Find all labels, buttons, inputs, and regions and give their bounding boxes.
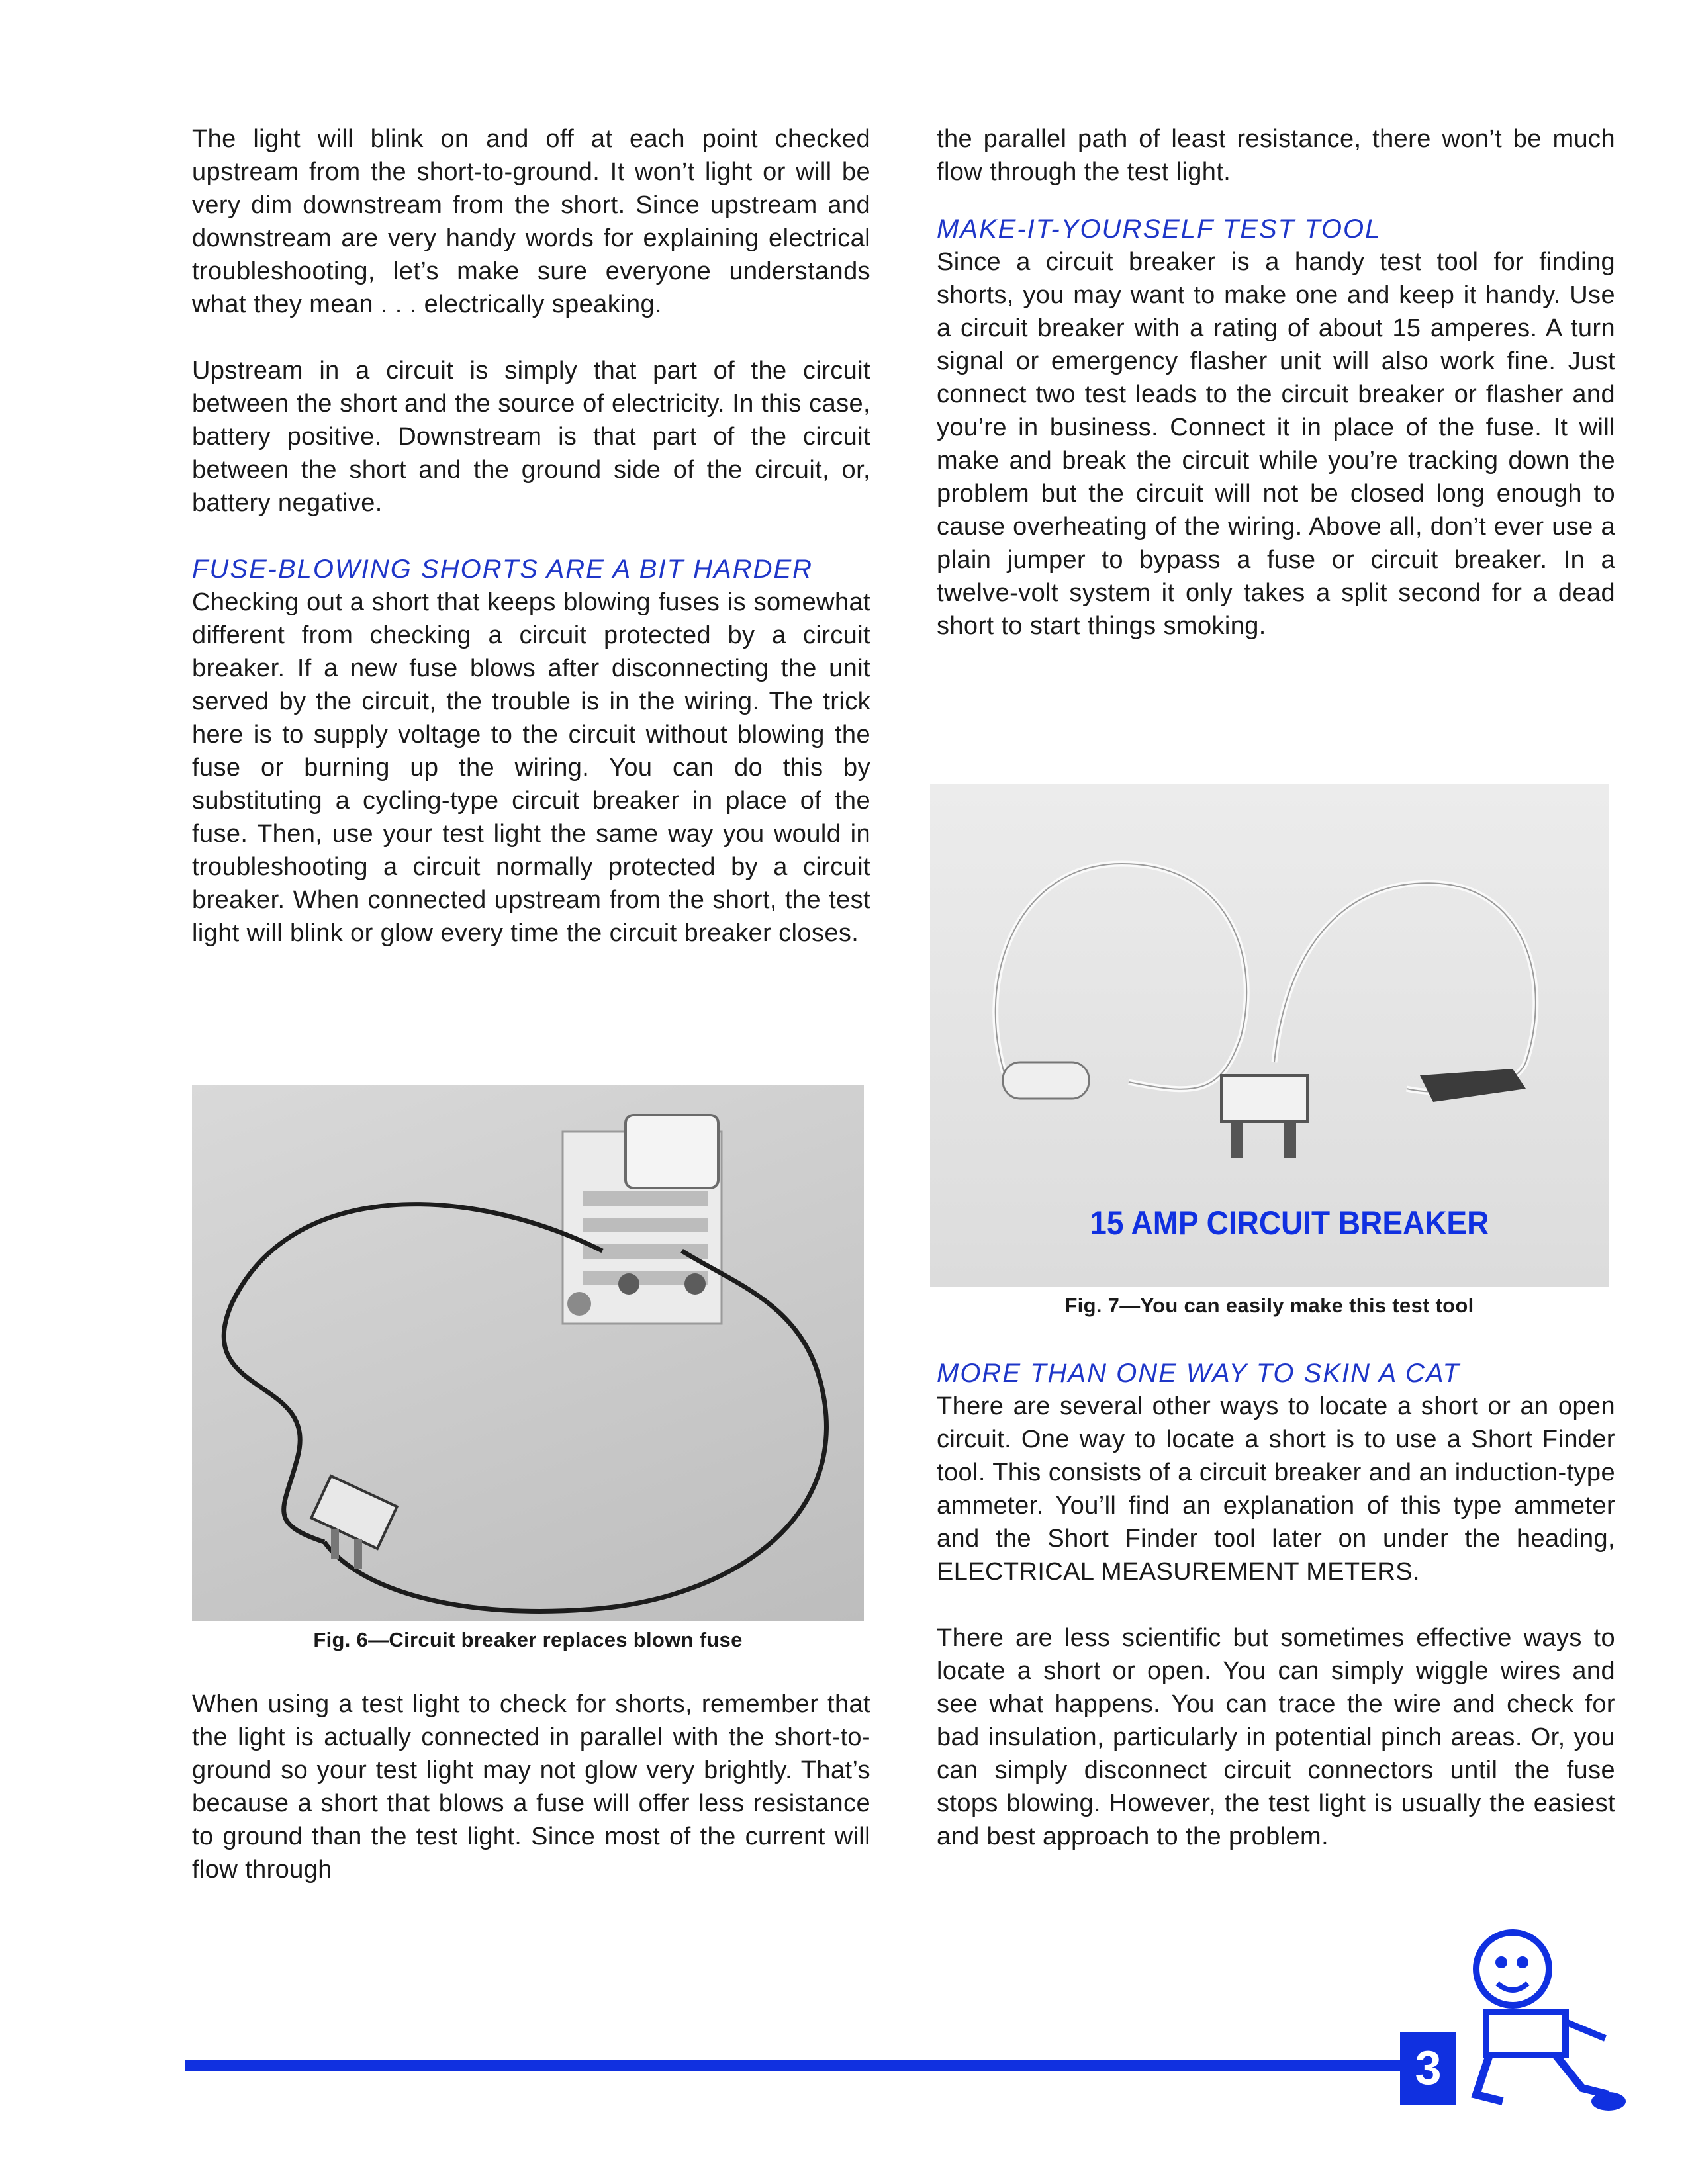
paragraph: There are several other ways to locate a short or an open circuit. One way to locate a short is to use a Short Finder tool. This consists of a circuit breaker and an induction-type ammeter. You’ll find an explanation of this type ammeter and the Short Finder tool later on under the heading, ELECTRICAL MEASUREMENT METERS. bbox=[937, 1392, 1615, 1586]
paragraph: There are less scientific but sometimes effective ways to locate a short or open. You can simply wiggle wires and see what happens. You can trace the wire and check for bad insulation, particularly in potential pinch areas. Or, you can simply disconnect circuit connectors until the fuse stops blowing. However, the test light is usually the easiest and best approach to the problem. bbox=[937, 1624, 1615, 1850]
right-column-bottom bbox=[937, 1357, 1615, 1853]
fuse-box bbox=[563, 1115, 722, 1324]
alligator-clip bbox=[1420, 1069, 1526, 1102]
paragraph: the parallel path of least resistance, there won’t be much flow through the test light. bbox=[937, 125, 1615, 186]
left-column-bottom bbox=[192, 1688, 870, 1886]
test-lead-clip bbox=[1003, 1062, 1089, 1099]
circuit-breaker bbox=[311, 1476, 397, 1569]
section-heading: MORE THAN ONE WAY TO SKIN A CAT bbox=[937, 1359, 1460, 1388]
page-number: 3 bbox=[1400, 2032, 1456, 2105]
paragraph: Upstream in a circuit is simply that part of the circuit between the short and the source of electricity. In this case, battery positive. Downstream is that part of the circuit between the short and the ground side of the circuit, or, battery negative. bbox=[192, 357, 870, 517]
mascot-icon bbox=[1450, 1923, 1628, 2121]
paragraph: Since a circuit breaker is a handy test tool for finding shorts, you may want to make one and keep it handy. Use a circuit breaker with a rating of about 15 amperes. A turn signal or emergency flasher unit will also work fine. Just connect two test leads to the circuit breaker or flasher and you’re in business. Connect it in place of the fuse. It will make and break the circuit while you’re tracking down the problem but the circuit will not be closed long enough to cause overheating of the wiring. Above all, don’t ever use a plain jumper to bypass a fuse or circuit breaker. In a twelve-volt system it only takes a split second for a dead short to start things smoking. bbox=[937, 248, 1615, 640]
fig7-photo bbox=[930, 784, 1609, 1287]
fig7-label: 15 AMP CIRCUIT BREAKER bbox=[1090, 1205, 1489, 1242]
fig6-photo bbox=[192, 1085, 864, 1621]
fig6-caption: Fig. 6—Circuit breaker replaces blown fuse bbox=[313, 1628, 743, 1651]
paragraph: When using a test light to check for shorts, remember that the light is actually connected in parallel with the short-to-ground so your test light may not glow very brightly. That’s because a short that blows a fuse will offer less resistance to ground than the test light. Since most of the current will flow through bbox=[192, 1690, 870, 1884]
right-column bbox=[937, 122, 1615, 643]
section-heading: FUSE-BLOWING SHORTS ARE A BIT HARDER bbox=[192, 555, 814, 584]
footer-rule bbox=[185, 2060, 1400, 2071]
paragraph: The light will blink on and off at each point checked upstream from the short-to-ground. It won’t light or will be very dim downstream from the short. Since upstream and downstream are very handy words for explaining electrical troubleshooting, let’s make sure everyone understands what they mean . . . electrically speaking. bbox=[192, 125, 870, 318]
left-column bbox=[192, 122, 870, 950]
section-heading: MAKE-IT-YOURSELF TEST TOOL bbox=[937, 214, 1382, 244]
fig7-caption: Fig. 7—You can easily make this test tool bbox=[1064, 1294, 1474, 1317]
circuit-breaker bbox=[1221, 1075, 1307, 1158]
paragraph: Checking out a short that keeps blowing fuses is somewhat different from checking a circuit protected by a circuit breaker. If a new fuse blows after disconnecting the unit served by the circuit, the trouble is in the wiring. The trick here is to supply voltage to the circuit without blowing the fuse or burning up the wiring. You can do this by substituting a cycling-type circuit breaker in place of the fuse. Then, use your test light the same way you would in troubleshooting a circuit normally protected by a circuit breaker. When connected upstream from the short, the test light will blink or glow every time the circuit breaker closes. bbox=[192, 588, 870, 947]
